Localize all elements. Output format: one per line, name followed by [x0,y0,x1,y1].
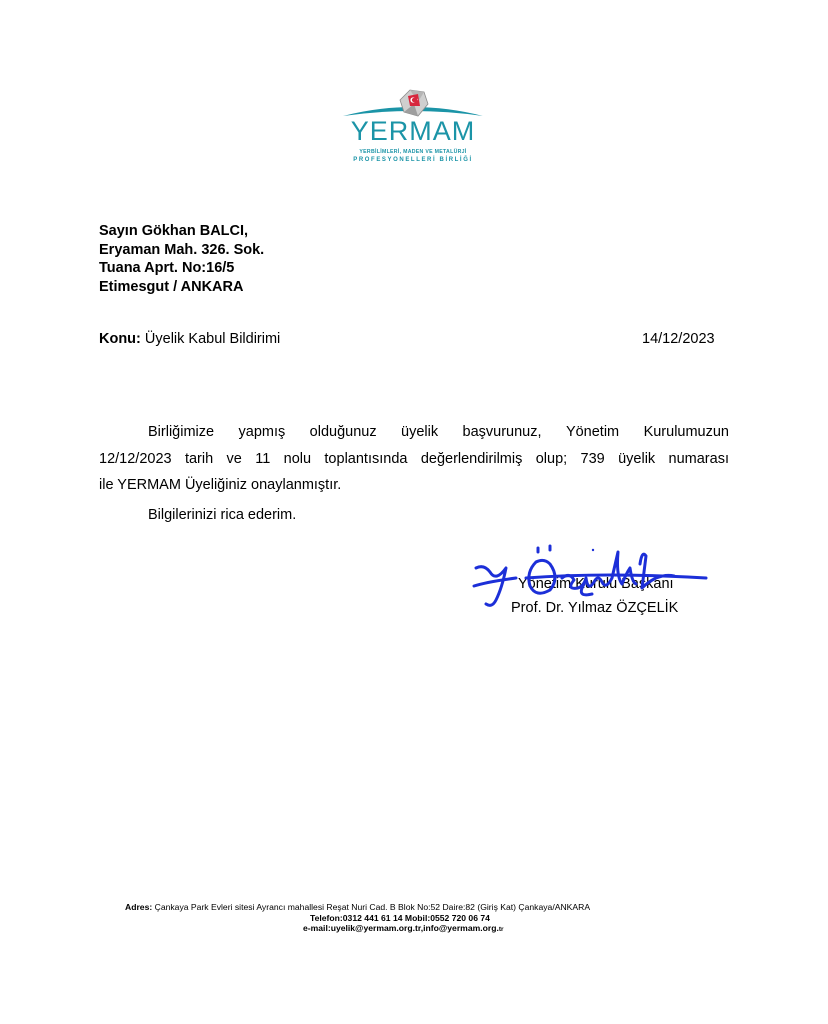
footer-email-text: e-mail:uyelik@yermam.org.tr,info@yermam.org. [303,923,499,933]
footer-phone: Telefon:0312 441 61 14 Mobil:0552 720 06 74 [310,912,490,923]
body-word: olduğunuz [309,424,377,440]
recipient-name: Sayın Gökhan BALCI, [99,223,249,239]
body-word: nolu [283,450,312,467]
body-word: başvurunuz, [462,424,542,440]
body-word: Birliğimize [148,424,215,440]
logo-tagline-2: PROFESYONELLERİ BİRLİĞİ [353,157,473,163]
subject-line [99,331,280,347]
body-word: tarih [184,450,214,467]
signer-title: Yönetim Kurulu Başkanı [518,576,674,592]
footer-address-text: Çankaya Park Evleri sitesi Ayrancı mahallesi Reşat Nuri Cad. B Blok No:52 Daire:82 (Giriş Kat) Çankaya/ANKARA [154,902,591,912]
body-word: numarası [668,450,729,467]
body-word: ve [226,450,242,467]
footer-email [303,923,504,936]
body-word: değerlendirilmiş [420,450,523,467]
body-line-3: ile YERMAM Üyeliğiniz onaylanmıştır. [99,477,342,493]
body-word: yapmış [238,424,286,440]
body-word: toplantısında [324,450,408,467]
body-word: 739 [580,450,605,467]
body-word: üyelik [618,450,656,467]
body-word: Kurulumuzun [643,424,729,440]
logo-tagline-1: YERBİLİMLERİ, MADEN VE METALÜRJİ [359,149,467,155]
letter-date: 14/12/2023 [642,331,715,347]
logo-wordmark: YERMAM [350,116,476,146]
footer-address [125,902,590,913]
subject-text: Üyelik Kabul Bildirimi [144,331,281,347]
body-line-1 [99,419,729,446]
recipient-city: Etimesgut / ANKARA [99,278,244,295]
body-word: üyelik [401,424,439,440]
body-line-2 [99,446,729,473]
recipient-address [99,222,264,296]
footer-address-label: Adres: [125,902,153,912]
recipient-building: Tuana Aprt. No:16/5 [99,260,235,276]
body-word: 12/12/2023 [99,450,172,467]
footer-email-tail: tr [498,926,504,933]
body-paragraph [99,419,729,499]
body-word: olup; [535,450,568,467]
body-word: Yönetim [565,424,620,440]
signer-name: Prof. Dr. Yılmaz ÖZÇELİK [511,600,679,616]
yermam-logo [338,86,488,172]
closing-line: Bilgilerinizi rica ederim. [148,507,297,523]
handwritten-signature [466,538,716,618]
subject-label: Konu: [99,331,141,347]
body-word: 11 [255,450,271,467]
recipient-street: Eryaman Mah. 326. Sok. [99,241,265,258]
